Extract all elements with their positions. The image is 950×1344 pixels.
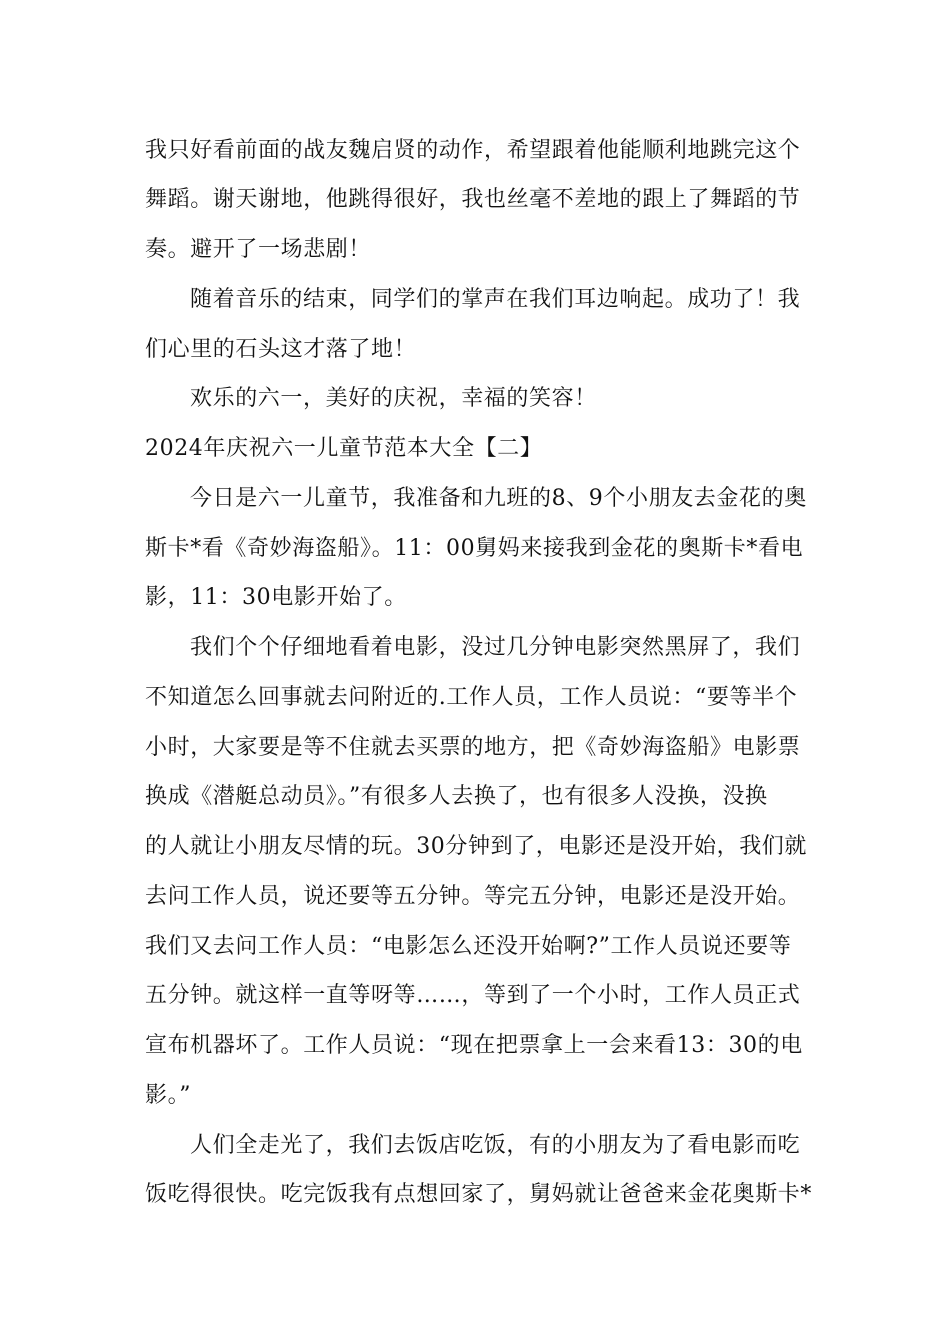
text-line: 我只好看前面的战友魏启贤的动作，希望跟着他能顺利地跳完这个: [145, 138, 801, 163]
text-line: 去问工作人员，说还要等五分钟。等完五分钟，电影还是没开始。: [145, 884, 801, 909]
text-line: 五分钟。就这样一直等呀等……，等到了一个小时，工作人员正式: [145, 983, 801, 1008]
text-line: 换成《潜艇总动员》。”有很多人去换了，也有很多人没换，没换: [145, 784, 768, 809]
text-line: 的人就让小朋友尽情的玩。30分钟到了，电影还是没开始，我们就: [145, 834, 807, 859]
paragraph-start-line: 人们全走光了，我们去饭店吃饭，有的小朋友为了看电影而吃: [190, 1133, 801, 1158]
paragraph-start-line: 随着音乐的结束，同学们的掌声在我们耳边响起。成功了！我: [190, 287, 801, 312]
paragraph-start-line: 我们个个仔细地看着电影，没过几分钟电影突然黑屏了，我们: [190, 635, 801, 660]
text-line: 不知道怎么回事就去问附近的.工作人员，工作人员说：“要等半个: [145, 685, 798, 710]
text-line: 舞蹈。谢天谢地，他跳得很好，我也丝毫不差地的跟上了舞蹈的节: [145, 187, 801, 212]
text-line: 奏。避开了一场悲剧！: [145, 237, 372, 262]
section-heading: 2024年庆祝六一儿童节范本大全【二】: [145, 436, 543, 461]
text-line: 们心里的石头这才落了地！: [145, 337, 417, 362]
text-line: 我们又去问工作人员：“电影怎么还没开始啊?”工作人员说还要等: [145, 934, 792, 959]
text-line: 影，11：30电影开始了。: [145, 585, 407, 610]
paragraph-start-line: 今日是六一儿童节，我准备和九班的8、9个小朋友去金花的奥: [190, 486, 807, 511]
text-line: 饭吃得很快。吃完饭我有点想回家了，舅妈就让爸爸来金花奥斯卡*: [145, 1182, 813, 1207]
text-line: 小时，大家要是等不住就去买票的地方，把《奇妙海盗船》电影票: [145, 735, 801, 760]
text-line: 宣布机器坏了。工作人员说：“现在把票拿上一会来看13：30的电: [145, 1033, 803, 1058]
paragraph-start-line: 欢乐的六一，美好的庆祝，幸福的笑容！: [190, 386, 597, 411]
text-line: 影。”: [145, 1083, 192, 1108]
text-line: 斯卡*看《奇妙海盗船》。11：00舅妈来接我到金花的奥斯卡*看电: [145, 536, 804, 561]
